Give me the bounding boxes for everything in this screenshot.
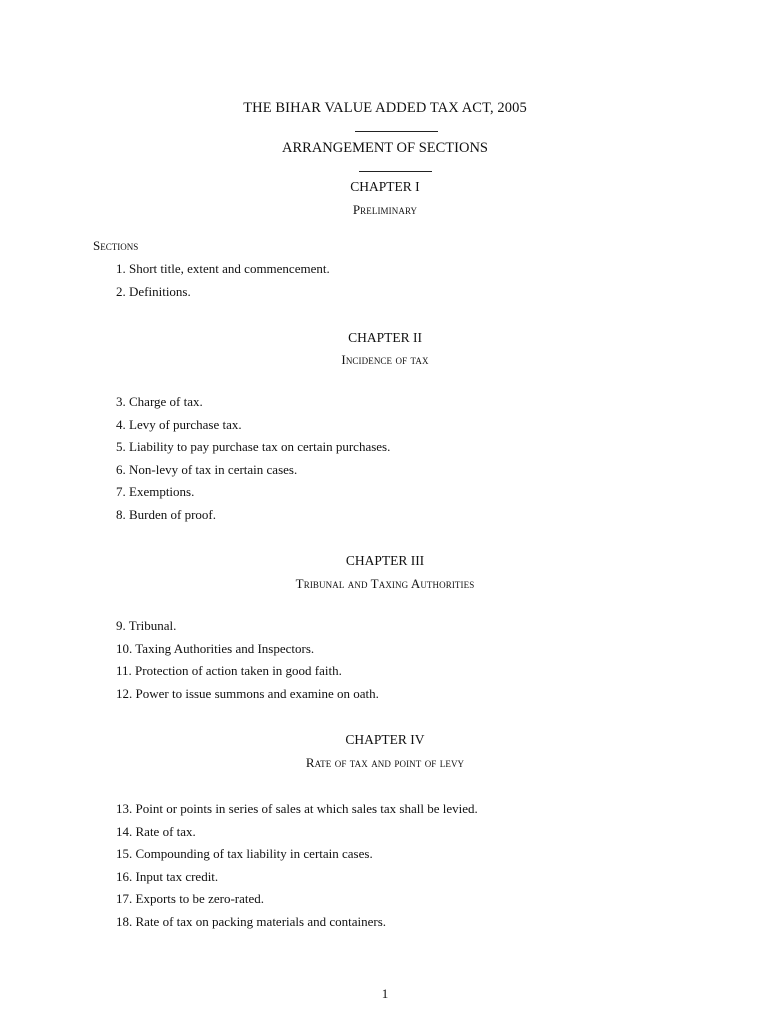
chapter-4-subheading: Rate of tax and point of levy [305,755,465,770]
arrangement-heading: ARRANGEMENT OF SECTIONS [282,140,488,156]
chapter-2-section-list [116,391,390,527]
chapter-1-section-list [116,258,330,303]
section-entry: 6. Non-levy of tax in certain cases. [116,461,298,477]
section-entry: 1. Short title, extent and commencement. [116,261,330,276]
arrangement-divider [359,171,432,172]
chapter-1-subheading: Preliminary [352,202,418,217]
section-entry: 9. Tribunal. [116,618,177,633]
chapter-4-heading: CHAPTER IV [345,732,425,747]
chapter-2-heading: CHAPTER II [348,330,422,345]
chapter-3-subheading: Tribunal and Taxing Authorities [295,576,475,591]
section-entry: 17. Exports to be zero-rated. [116,891,265,907]
title-divider [355,131,438,132]
chapter-4-section-list [116,798,478,934]
section-entry: 11. Protection of action taken in good faith. [116,663,342,679]
section-entry: 2. Definitions. [116,283,191,299]
section-entry: 7. Exemptions. [116,484,195,500]
chapter-3-section-list [116,615,379,705]
chapter-1-heading: CHAPTER I [350,179,420,194]
section-entry: 4. Levy of purchase tax. [116,416,242,432]
section-entry: 10. Taxing Authorities and Inspectors. [116,640,315,656]
sections-label: Sections [93,238,139,253]
section-entry: 15. Compounding of tax liability in certain cases. [116,846,373,862]
section-entry: 3. Charge of tax. [116,394,203,409]
document-title: THE BIHAR VALUE ADDED TAX ACT, 2005 [243,100,527,116]
section-entry: 8. Burden of proof. [116,506,217,522]
section-entry: 18. Rate of tax on packing materials and containers. [116,913,387,929]
page-number: 1 [381,986,389,1001]
section-entry: 12. Power to issue summons and examine on oath. [116,685,379,701]
section-entry: 5. Liability to pay purchase tax on certain purchases. [116,439,391,455]
section-entry: 16. Input tax credit. [116,868,219,884]
chapter-2-subheading: Incidence of tax [341,352,429,367]
section-entry: 13. Point or points in series of sales at which sales tax shall be levied. [116,801,478,816]
section-entry: 14. Rate of tax. [116,823,196,839]
chapter-3-heading: CHAPTER III [345,553,425,568]
